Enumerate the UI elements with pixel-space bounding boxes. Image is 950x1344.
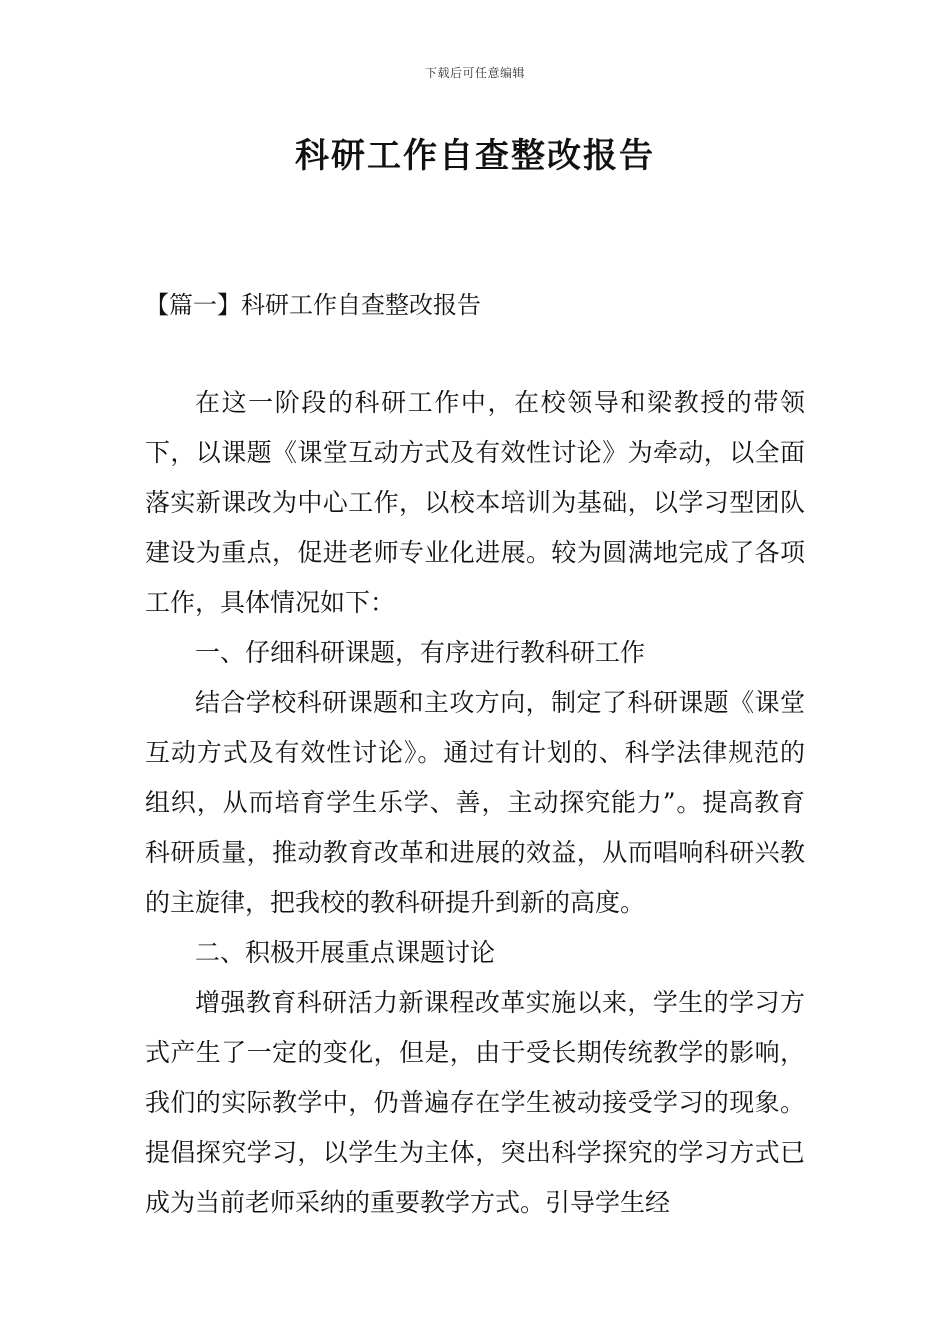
paragraph-two: 增强教育科研活力新课程改革实施以来，学生的学习方式产生了一定的变化，但是，由于受长期传统教学的影响，我们的实际教学中，仍普遍存在学生被动接受学习的现象。提倡探究学习，以学生为主体，突出科学探究的学习方式已成为当前老师采纳的重要教学方式。引导学生经 [145,988,805,1217]
document-title: 科研工作自查整改报告 [295,136,655,176]
subheading-one: 一、仔细科研课题，有序进行教科研工作 [195,638,646,667]
section-heading: 【篇一】科研工作自查整改报告 [145,291,481,319]
paragraph-one: 结合学校科研课题和主攻方向，制定了科研课题《课堂互动方式及有效性讨论》。通过有计划的、科学法律规范的组织，从而培育学生乐学、善，主动探究能力”。提高教育科研质量，推动教育改革和进展的效益，从而唱响科研兴教的主旋律，把我校的教科研提升到新的高度。 [145,688,805,917]
header-note: 下载后可任意编辑 [424,66,525,80]
intro-paragraph: 在这一阶段的科研工作中，在校领导和梁教授的带领下，以课题《课堂互动方式及有效性讨论》为牵动，以全面落实新课改为中心工作，以校本培训为基础，以学习型团队建设为重点，促进老师专业化进展。较为圆满地完成了各项工作，具体情况如下： [145,388,805,617]
subheading-two: 二、积极开展重点课题讨论 [195,938,496,967]
body-text [145,378,805,1228]
